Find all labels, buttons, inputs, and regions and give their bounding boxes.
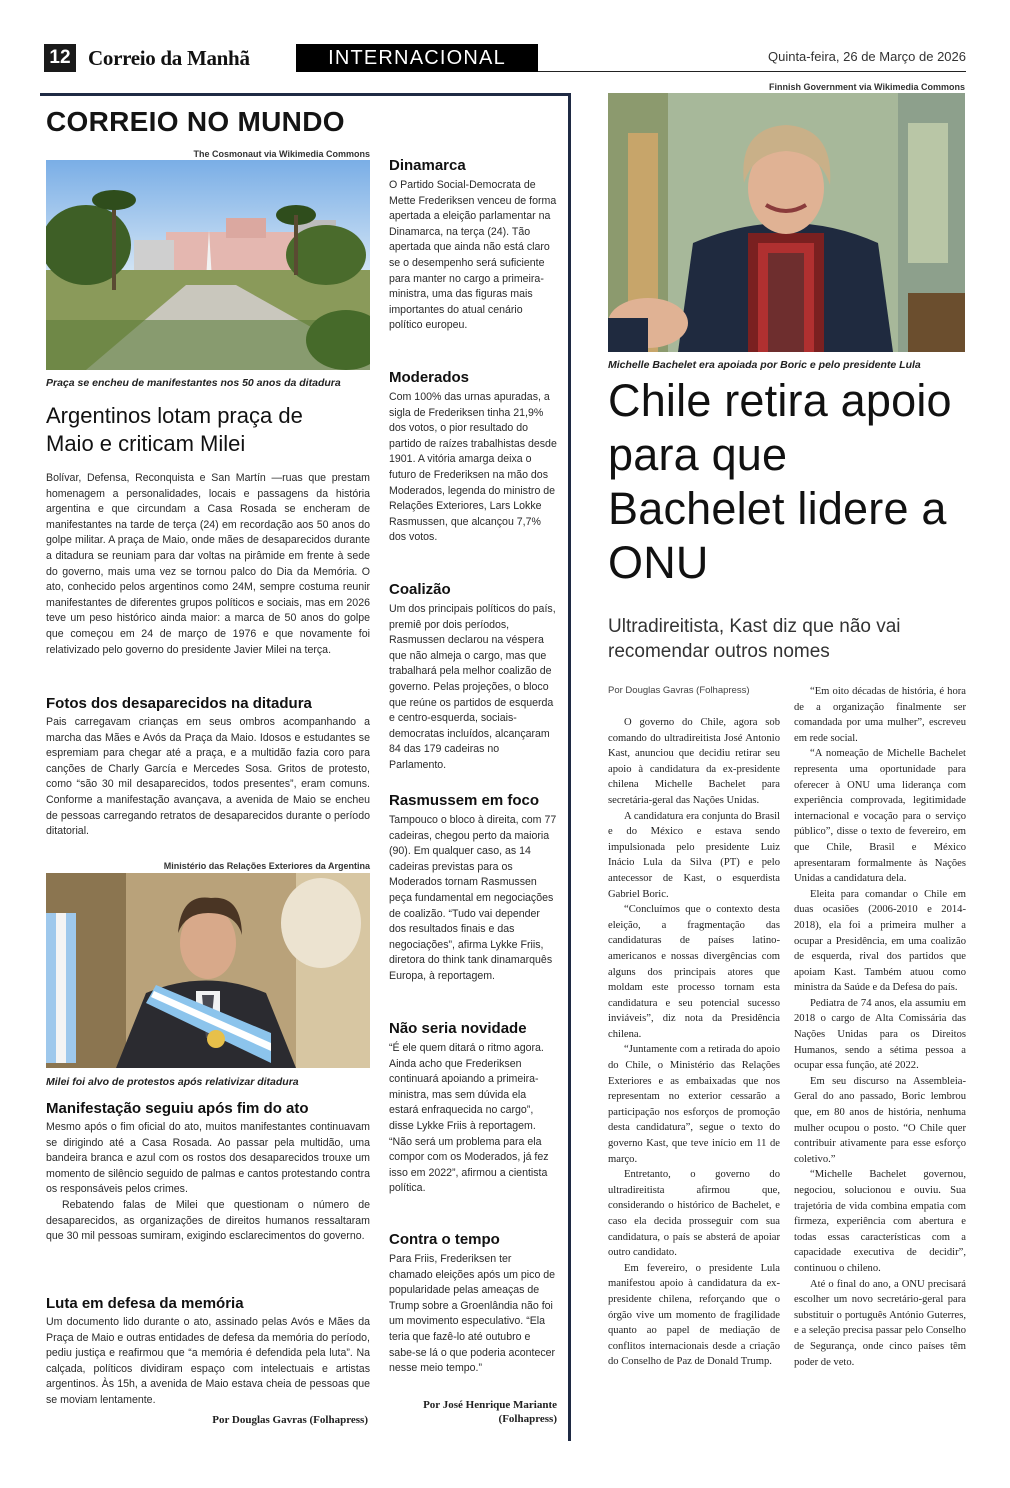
photo-credit: Ministério das Relações Exteriores da Argentina — [163, 861, 370, 871]
paragraph: Em seu discurso na Assembleia-Geral do ano passado, Boric lembrou que, em 80 anos de história, nenhuma mulher ocupou o posto. “O Chile quer contribuir ativamente para esse esforço coletivo.” — [794, 1075, 966, 1165]
photo-credit: The Cosmonaut via Wikimedia Commons — [193, 149, 370, 159]
article-title: Argentinos lotam praça de Maio e criticam Milei — [46, 403, 303, 456]
paragraph: Eleita para comandar o Chile em duas ocasiões (2006-2010 e 2014-2018), ela foi a primeira mulher a ocupar a Presidência, em uma coalizão de esquerda, rival dos partidos que apoiam Kast. Também atuou como ministra da Saúde e da Defesa do país. — [794, 888, 966, 994]
body-text — [46, 1315, 370, 1409]
page-header — [44, 44, 966, 74]
paragraph: Para Friis, Frederiksen ter chamado eleições após um pico de popularidade pelas ameaças de Trump sobre a Groenlândia não foi um movimento especulativo. “Ela teria que fazê-lo até outubro e sabe-se lá o que poderia acontecer nesse meio tempo.” — [389, 1253, 556, 1375]
subheading: Manifestação seguiu após fim do ato — [46, 1100, 309, 1117]
paragraph: Pais carregavam crianças em seus ombros acompanhando a marcha das Mães e Avós da Praça da Maio. Idosos e estudantes se espremiam para chegar até a praça, e a multidão fazia coro para canções de Charly García e Mercedes Sosa. Gritos de protesto, como “são 30 mil desaparecidos, todos presentes”, eram comuns. Conforme a manifestação avançava, a avenida de Maio se encheu de pessoas carregando retratos de desaparecidos durante o período ditatorial. — [46, 716, 370, 838]
body-text — [389, 178, 557, 334]
headline-deck: Ultradireitista, Kast diz que não vai recomendar outros nomes — [608, 616, 901, 662]
photo-caption: Milei foi alvo de protestos após relativizar ditadura — [46, 1076, 299, 1088]
subheading: Contra o tempo — [389, 1231, 500, 1248]
main-headline: Chile retira apoio para que Bachelet lidere a ONU — [608, 375, 952, 588]
body-text — [46, 1120, 370, 1245]
paragraph: “Concluímos que o contexto desta eleição, a fragmentação das candidaturas de países latino-americanos e nossas divergências com alguns dos principais atores que moldam este processo tornam esta candidatura e seu potencial sucesso inviáveis”, diz nota da Presidência chilena. — [608, 904, 780, 1040]
subheading: Luta em defesa da memória — [46, 1295, 244, 1312]
byline: Por Douglas Gavras (Folhapress) — [608, 685, 750, 696]
paragraph: Pediatra de 74 anos, ela assumiu em 2018 o cargo de Alta Comissária das Nações Unidas para os Direitos Humanos, sendo a sétima pessoa a ocupar essa função, até 2022. — [794, 997, 966, 1072]
body-text — [46, 471, 370, 658]
paragraph: “Em oito décadas de história, é hora de a organização finalmente ser comandada por uma mulher”, escreveu em rede social. — [794, 686, 966, 744]
paragraph: Com 100% das urnas apuradas, a sigla de Frederiksen tinha 21,9% dos votos, o pior resultado do partido de raízes trabalhistas desde 1901. A vitória amarga deixa o futuro de Frederiksen na mão dos Moderados, legenda do ministro de Relações Exteriores, Lars Lokke Rasmussen, que alcançou 7,7% dos votos. — [389, 391, 557, 544]
paragraph: “Juntamente com a retirada do apoio do Chile, o Ministério das Relações Exteriores e as embaixadas que nos representam no exterior cessarão a participação nos esforços de promoção desta candidatura”, segue o texto do governo Kast, que teve início em 11 de março. — [608, 1044, 780, 1165]
article-column-2 — [794, 684, 966, 1370]
milei-photo — [46, 873, 370, 1068]
body-text — [389, 813, 557, 985]
body-text — [389, 602, 557, 774]
paragraph: Um dos principais políticos do país, premiê por dois períodos, Rasmussen declarou na véspera que não almeja o cargo, mas que trabalhará pela melhor coalizão de governo. Pelas projeções, o bloco que reúne os partidos de esquerda e centro-esquerda, sociais-democratas incluídos, alcançaram 84 das 179 cadeiras no Parlamento. — [389, 603, 556, 771]
paragraph: Em fevereiro, o presidente Lula manifestou apoio à candidatura da ex-presidente chilena, reforçando que o órgão vive um momento de fragilidade quanto ao papel de mediação de conflitos internacionais desde a criação do Conselho de Paz de Donald Trump. — [608, 1262, 780, 1368]
photo-caption: Michelle Bachelet era apoiada por Boric e pelo presidente Lula — [608, 359, 921, 371]
bachelet-photo — [608, 93, 965, 352]
page-number: 12 — [44, 44, 76, 72]
paragraph: Um documento lido durante o ato, assinado pelas Avós e Mães da Praça de Maio e outras entidades de defesa da memória do período, pediu justiça e reafirmou que “a memória é defendida pela luta”. Na calçada, políticos dividiram espaço com intelectuais e artistas argentinos. Às 15h, a avenida de Maio estava cheia de pessoas que se moviam lentamente. — [46, 1316, 370, 1406]
photo-caption: Praça se encheu de manifestantes nos 50 anos da ditadura — [46, 377, 341, 389]
photo-credit: Finnish Government via Wikimedia Commons — [769, 82, 965, 92]
paragraph: Tampouco o bloco à direita, com 77 cadeiras, chegou perto da maioria (90). Em qualquer caso, as 14 cadeiras previstas para os Moderados tornam Rasmussen peça fundamental em negociações de coalizão. “Tudo vai depender dos resultados finais e das negociações”, afirma Lykke Friis, diretora do think tank dinamarquês Europa, à reportagem. — [389, 814, 557, 982]
byline-source: (Folhapress) — [498, 1413, 557, 1425]
paragraph: Bolívar, Defensa, Reconquista e San Martín —ruas que prestam homenagem a personalidades, locais e passagens da história argentina e que circundam a Casa Rosada se encheram de manifestantes na tarde de terça (24) em recordação aos 50 anos do golpe militar. A praça de Maio, onde mães de desaparecidos durante a ditadura se reuniam para dar voltas na pirâmide em frente à sede do governo, mais uma vez se tornou palco do Dia da Memória. O ato, conhecido pelos argentinos como 24M, sempre costuma reunir manifestantes de diferentes grupos políticos e sociais, mas em 2026 teve um peso histórico ainda maior: a marca de 50 anos do golpe que começou em 24 de março de 1976 e que novamente foi relativizado pelo governo do presidente Javier Milei na terça. — [46, 472, 370, 656]
paragraph: Até o final do ano, a ONU precisará escolher um novo secretário-geral para substituir o português António Guterres, e a seleção precisa passar pelo Conselho de Segurança, onde cinco países têm poder de veto. — [794, 1278, 966, 1368]
subheading: Moderados — [389, 369, 470, 386]
article-column-1 — [608, 715, 780, 1370]
paragraph: A candidatura era conjunta do Brasil e do México e estava sendo impulsionada pelo presidente Luiz Inácio Lula da Silva (PT) e pelo antecessor de Kast, o esquerdista Gabriel Boric. — [608, 810, 780, 900]
subheading: Dinamarca — [389, 157, 466, 174]
subheading: Não seria novidade — [389, 1020, 527, 1037]
body-text — [46, 715, 370, 840]
body-text — [389, 390, 557, 546]
subheading: Rasmussem em foco — [389, 792, 540, 809]
body-text — [389, 1041, 557, 1197]
issue-date: Quinta-feira, 26 de Março de 2026 — [767, 49, 966, 64]
subheading: Fotos dos desaparecidos na ditadura — [46, 695, 312, 712]
section-label: INTERNACIONAL — [296, 44, 538, 72]
paragraph: O governo do Chile, agora sob comando do ultradireitista José Antonio Kast, anunciou que decidiu retirar seu apoio à candidatura da ex-presidente chilena Michelle Bachelet para secretária-geral das Nações Unidas. — [608, 717, 780, 806]
byline: Por Douglas Gavras (Folhapress) — [212, 1414, 368, 1426]
paragraph: Mesmo após o fim oficial do ato, muitos manifestantes continuavam se dirigindo até a Casa Rosada. Ao passar pela multidão, uma bandeira branca e azul com os rostos dos desaparecidos trouxe um momento de silêncio seguido de palmas e cantos protestando contra os responsáveis pelos crimes. — [46, 1121, 370, 1196]
section-kicker: CORREIO NO MUNDO — [46, 106, 345, 137]
paragraph: “Michelle Bachelet governou, negociou, solucionou e ouviu. Sua trajetória de vida combina empatia com firmeza, experiência com abertura e todas essas características com a capacidade executiva de decidir”, continuou o chileno. — [794, 1169, 966, 1274]
paragraph: Rebatendo falas de Milei que questionam o número de desaparecidos, as organizações de direitos humanos ressaltaram que 30 mil pessoas sumiram, exigindo esclarecimentos do governo. — [46, 1198, 370, 1243]
paragraph: Entretanto, o governo do ultradireitista afirmou que, considerando o histórico de Bachelet, e caso ela decida prosseguir com sua candidatura, o país se absterá de apoiar outro candidato. — [608, 1169, 780, 1259]
newspaper-logo: Correio da Manhã — [88, 46, 250, 70]
header-rule — [538, 71, 966, 72]
plaza-photo — [46, 160, 370, 370]
body-text — [389, 1252, 557, 1377]
paragraph: “A nomeação de Michelle Bachelet representa uma oportunidade para oferecer à ONU uma liderança com experiência comprovada, legitimidade internacional e vocação para o serviço público”, disse o texto de fevereiro, em que Chile, Brasil e México apresentaram formalmente às Nações Unidas a candidatura dela. — [794, 748, 966, 885]
paragraph: O Partido Social-Democrata de Mette Frederiksen venceu de forma apertada a eleição parlamentar na Dinamarca, na terça (24). Tão apertada que ainda não está claro se o desempenho será suficiente para manter no cargo a primeira-ministra, uma das figuras mais importantes do atual cenário político europeu. — [389, 179, 557, 332]
byline-author: Por José Henrique Mariante — [423, 1399, 557, 1411]
byline — [389, 1398, 557, 1426]
subheading: Coalizão — [389, 581, 451, 598]
paragraph: “É ele quem ditará o ritmo agora. Ainda acho que Frederiksen continuará apoiando a primeira-ministra, mas sem dúvida ela estará enfraquecida no cargo”, disse Lykke Friis à reportagem. “Não será um problema para ela compor com os Moderados, já fez isso em 2022”, afirmou a cientista política. — [389, 1042, 549, 1195]
